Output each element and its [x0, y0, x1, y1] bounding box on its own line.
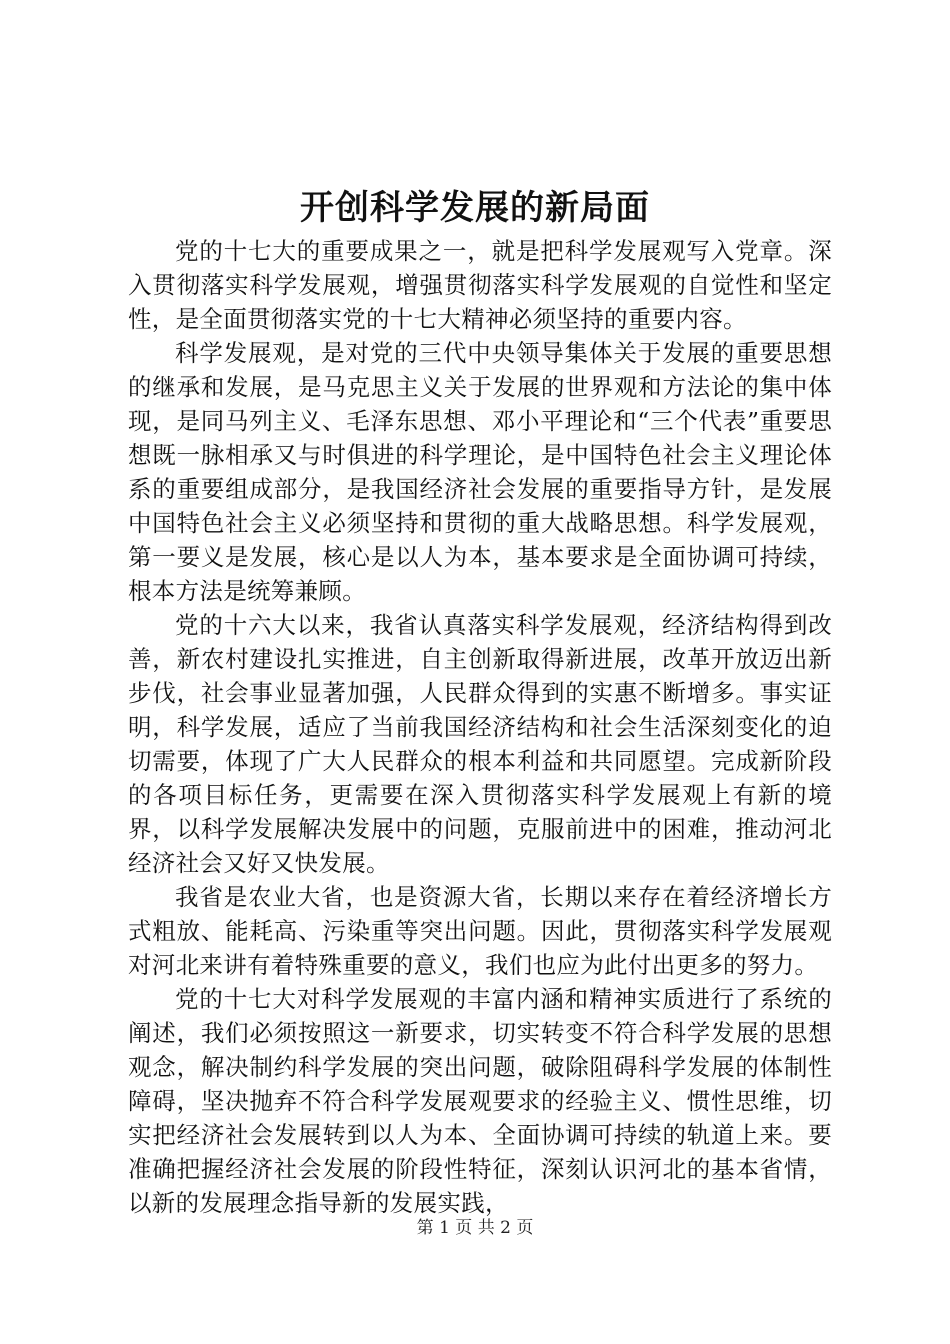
document-body [128, 234, 832, 1220]
paragraph: 党的十六大以来，我省认真落实科学发展观，经济结构得到改善，新农村建设扎实推进，自主创新取得新进展，改革开放迈出新步伐，社会事业显著加强，人民群众得到的实惠不断增多。事实证明，科学发展，适应了当前我国经济结构和社会生活深刻变化的迫切需要，体现了广大人民群众的根本利益和共同愿望。完成新阶段的各项目标任务，更需要在深入贯彻落实科学发展观上有新的境界，以科学发展解决发展中的问题，克服前进中的困难，推动河北经济社会又好又快发展。 [128, 611, 832, 877]
paragraph: 科学发展观，是对党的三代中央领导集体关于发展的重要思想的继承和发展，是马克思主义关于发展的世界观和方法论的集中体现，是同马列主义、毛泽东思想、邓小平理论和“三个代表”重要思想既一脉相承又与时俱进的科学理论，是中国特色社会主义理论体系的重要组成部分，是我国经济社会发展的重要指导方针，是发展中国特色社会主义必须坚持和贯彻的重大战略思想。科学发展观，第一要义是发展，核心是以人为本，基本要求是全面协调可持续，根本方法是统筹兼顾。 [128, 339, 832, 605]
paragraph: 党的十七大的重要成果之一，就是把科学发展观写入党章。深入贯彻落实科学发展观，增强贯彻落实科学发展观的自觉性和坚定性，是全面贯彻落实党的十七大精神必须坚持的重要内容。 [128, 237, 832, 333]
page-number-footer: 第 1 页 共 2 页 [416, 1218, 534, 1238]
paragraph: 我省是农业大省，也是资源大省，长期以来存在着经济增长方式粗放、能耗高、污染重等突出问题。因此，贯彻落实科学发展观对河北来讲有着特殊重要的意义，我们也应为此付出更多的努力。 [128, 883, 832, 979]
paragraph: 党的十七大对科学发展观的丰富内涵和精神实质进行了系统的阐述，我们必须按照这一新要求，切实转变不符合科学发展的思想观念，解决制约科学发展的突出问题，破除阻碍科学发展的体制性障碍，坚决抛弃不符合科学发展观要求的经验主义、惯性思维，切实把经济社会发展转到以人为本、全面协调可持续的轨道上来。要准确把握经济社会发展的阶段性特征，深刻认识河北的基本省情，以新的发展理念指导新的发展实践， [128, 985, 832, 1217]
document-title: 开创科学发展的新局面 [300, 188, 650, 228]
